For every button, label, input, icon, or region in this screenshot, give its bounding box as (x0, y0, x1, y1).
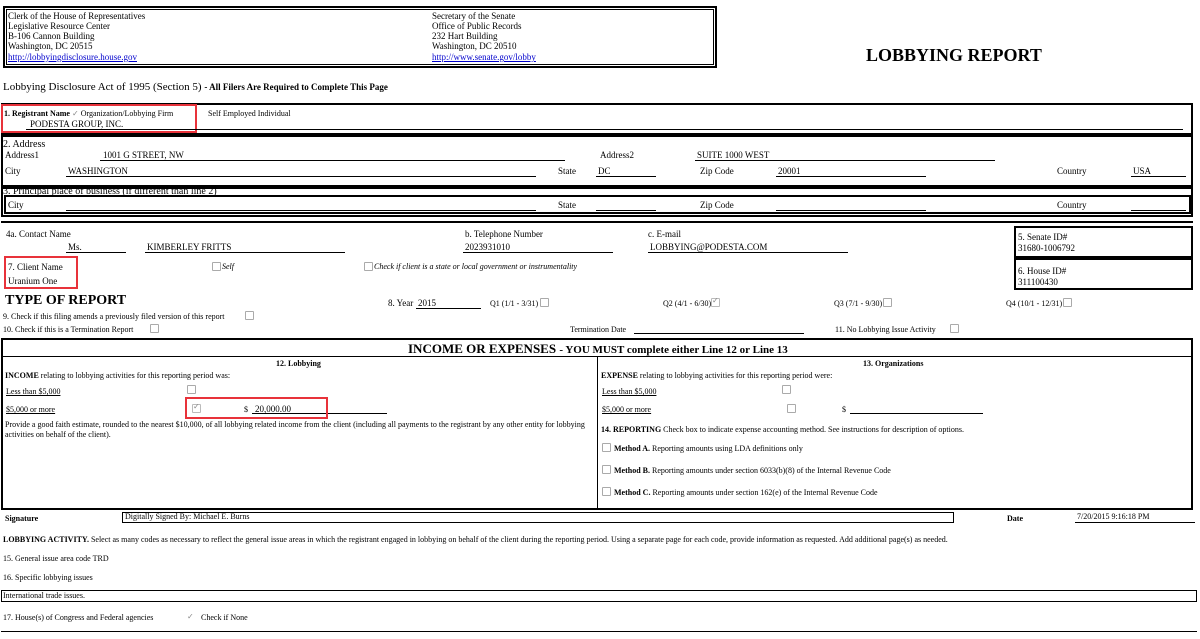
income-intro-text: relating to lobbying activities for this reporting period was: (40, 371, 231, 380)
senate-id-label: 5. Senate ID# (1018, 232, 1068, 242)
q1-checkbox[interactable] (540, 298, 549, 307)
clerk-line1: Clerk of the House of Representatives (8, 11, 146, 21)
specific-issues-field (1, 590, 1197, 602)
income-amount-highlight (185, 397, 328, 419)
zip-value: 20001 (778, 166, 801, 176)
clerk-line2: Legislative Resource Center (8, 21, 110, 31)
expense-dollar: $ (842, 405, 846, 414)
email-value: LOBBYING@PODESTA.COM (650, 242, 768, 252)
method-a-line (614, 444, 803, 453)
state-gov-checkbox[interactable] (364, 262, 373, 271)
email-label: c. E-mail (648, 229, 681, 239)
q3-checkbox[interactable] (883, 298, 892, 307)
zip-label: Zip Code (700, 166, 734, 176)
senate-url-link[interactable]: http://www.senate.gov/lobby (432, 52, 536, 62)
address1-value: 1001 G STREET, NW (103, 150, 184, 160)
income-expenses-title: INCOME OR EXPENSES (408, 341, 557, 356)
org-checkmark-icon: ✓ (71, 109, 79, 118)
contact-name-line (145, 252, 345, 253)
signature-value: Digitally Signed By: Michael E. Burns (125, 512, 250, 521)
reporting-line (601, 425, 964, 434)
city-label: City (5, 166, 21, 176)
q2-checkbox[interactable] (711, 298, 720, 307)
income-less-checkbox[interactable] (187, 385, 196, 394)
bottom-rule (1, 631, 1197, 632)
house-id-value: 311100430 (1018, 277, 1058, 287)
registrant-name-line (26, 129, 1183, 130)
principal-state-label: State (558, 200, 576, 210)
self-employed-label: Self Employed Individual (208, 109, 291, 118)
phone-line (463, 252, 613, 253)
client-self-checkbox[interactable] (212, 262, 221, 271)
income-intro-bold: INCOME (5, 371, 39, 380)
address1-line (100, 160, 565, 161)
q1-label: Q1 (1/1 - 3/31) (490, 299, 539, 308)
phone-label: b. Telephone Number (465, 229, 543, 239)
senate-line3: 232 Hart Building (432, 31, 498, 41)
country-label: Country (1057, 166, 1087, 176)
expense-more-label: $5,000 or more (602, 405, 652, 414)
senate-line1: Secretary of the Senate (432, 11, 516, 21)
income-column-divider (597, 356, 598, 508)
expense-intro-bold: EXPENSE (601, 371, 638, 380)
act-note: - All Filers Are Required to Complete This Page (204, 82, 388, 92)
termination-date-label: Termination Date (570, 325, 627, 334)
address-box (1, 135, 1193, 187)
specific-issues-value: International trade issues. (3, 591, 85, 600)
address2-value: SUITE 1000 WEST (697, 150, 770, 160)
state-gov-label: Check if client is a state or local government or instrumentality (374, 262, 578, 271)
type-of-report-title: TYPE OF REPORT (5, 293, 127, 308)
income-less-label: Less than $5,000 (6, 387, 61, 396)
method-b-bold: Method B. (614, 466, 650, 475)
address2-label: Address2 (600, 150, 634, 160)
no-activity-checkbox[interactable] (950, 324, 959, 333)
specific-issues-label: 16. Specific lobbying issues (3, 573, 93, 582)
principal-label: 3. Principal place of business (if different than line 2) (3, 186, 217, 197)
expense-less-checkbox[interactable] (782, 385, 791, 394)
country-value: USA (1133, 166, 1152, 176)
city-value: WASHINGTON (68, 166, 128, 176)
q4-label: Q4 (10/1 - 12/31) (1006, 299, 1063, 308)
state-label: State (558, 166, 576, 176)
state-value: DC (598, 166, 611, 176)
income-expenses-heading (408, 341, 788, 357)
check-none-mark-icon: ✓ (187, 612, 194, 621)
method-b-checkbox[interactable] (602, 465, 611, 474)
q4-checkbox[interactable] (1063, 298, 1072, 307)
principal-country-label: Country (1057, 200, 1087, 210)
contact-top-rule (1, 221, 1193, 223)
year-label: 8. Year (388, 298, 414, 308)
method-c-line (614, 488, 878, 497)
reporting-text: Check box to indicate expense accounting method. See instructions for description of options. (663, 425, 964, 434)
senate-line2: Office of Public Records (432, 21, 522, 31)
email-line (648, 252, 848, 253)
act-title: Lobbying Disclosure Act of 1995 (Section 5) (3, 81, 202, 93)
principal-zip-line (776, 210, 926, 211)
city-line (66, 176, 536, 177)
house-id-label: 6. House ID# (1018, 266, 1067, 276)
address2-line (695, 160, 995, 161)
registrant-name: PODESTA GROUP, INC. (30, 119, 124, 129)
zip-line (776, 176, 926, 177)
reporting-bold: 14. REPORTING (601, 425, 662, 434)
signature-label: Signature (5, 514, 39, 523)
principal-city-line (66, 210, 536, 211)
method-b-text: Reporting amounts under section 6033(b)(8) of the Internal Revenue Code (652, 466, 891, 475)
check-none-label: Check if None (201, 613, 248, 622)
org-option-label: Organization/Lobbying Firm (80, 109, 174, 118)
method-b-line (614, 466, 891, 475)
method-a-bold: Method A. (614, 444, 650, 453)
contact-prefix-line (66, 252, 126, 253)
report-title: LOBBYING REPORT (866, 45, 1042, 65)
client-name: Uranium One (8, 276, 58, 286)
termination-checkbox[interactable] (150, 324, 159, 333)
amend-checkbox[interactable] (245, 311, 254, 320)
principal-zip-label: Zip Code (700, 200, 734, 210)
agencies-label: 17. House(s) of Congress and Federal agencies (3, 613, 154, 622)
method-c-text: Reporting amounts under section 162(e) of the Internal Revenue Code (652, 488, 878, 497)
address1-label: Address1 (5, 150, 39, 160)
registrant-label: 1. Registrant Name (4, 109, 70, 118)
activity-heading (3, 535, 948, 544)
activity-heading-text: Select as many codes as necessary to reflect the general issue areas in which the registrant engaged in lobbying on behalf of the client during the reporting period. Using a separate page for each code, provide information as requested. Add additional page(s) as needed. (90, 535, 948, 544)
q3-label: Q3 (7/1 - 9/30) (834, 299, 883, 308)
clerk-line3: B-106 Cannon Building (8, 31, 95, 41)
address-label: 2. Address (3, 139, 46, 150)
contact-name-value: KIMBERLEY FRITTS (147, 242, 232, 252)
registrant-row (4, 109, 173, 118)
clerk-url-link[interactable]: http://lobbyingdisclosure.house.gov (8, 52, 137, 62)
senate-line4: Washington, DC 20510 (432, 41, 517, 51)
principal-state-line (596, 210, 656, 211)
income-intro (5, 371, 230, 380)
activity-heading-bold: LOBBYING ACTIVITY. (3, 535, 89, 544)
senate-id-box (1014, 226, 1193, 258)
year-line (416, 308, 481, 309)
clerk-line4: Washington, DC 20515 (8, 41, 93, 51)
expense-more-checkbox[interactable] (787, 404, 796, 413)
principal-inner-box (4, 195, 1191, 214)
principal-country-line (1131, 210, 1186, 211)
income-dollar: $ (244, 405, 248, 414)
method-a-checkbox[interactable] (602, 443, 611, 452)
issue-code-label: 15. General issue area code TRD (3, 554, 109, 563)
phone-value: 2023931010 (465, 242, 510, 252)
income-amount: 20,000.00 (255, 404, 291, 414)
expense-intro (601, 371, 832, 380)
termination-label: 10. Check if this is a Termination Report (3, 325, 134, 334)
contact-prefix: Ms. (68, 242, 82, 252)
method-c-checkbox[interactable] (602, 487, 611, 496)
expense-amount-line (850, 413, 983, 414)
estimate-note: Provide a good faith estimate, rounded to the nearest $10,000, of all lobbying related income from the client (including all payments to the registrant by any other entity for lobbying activities on behalf of the client). (5, 420, 585, 439)
contact-name-label: 4a. Contact Name (6, 229, 71, 239)
senate-id-value: 31680-1006792 (1018, 243, 1075, 253)
date-value: 7/20/2015 9:16:18 PM (1077, 512, 1150, 521)
income-expenses-subtitle: - YOU MUST complete either Line 12 or Line 13 (559, 344, 788, 356)
income-more-label: $5,000 or more (6, 405, 56, 414)
client-self-label: Self (222, 262, 234, 271)
act-line (3, 81, 388, 93)
country-line (1131, 176, 1186, 177)
date-line (1075, 522, 1195, 523)
termination-date-line (634, 333, 804, 334)
principal-city-label: City (8, 200, 24, 210)
amend-label: 9. Check if this filing amends a previously filed version of this report (3, 312, 225, 321)
lobbying-title: 12. Lobbying (276, 359, 321, 368)
state-line (596, 176, 656, 177)
q2-label: Q2 (4/1 - 6/30) (663, 299, 712, 308)
expense-less-label: Less than $5,000 (602, 387, 657, 396)
org-title: 13. Organizations (863, 359, 924, 368)
method-a-text: Reporting amounts using LDA definitions only (652, 444, 803, 453)
date-label: Date (1007, 514, 1023, 523)
expense-intro-text: relating to lobbying activities for this reporting period were: (639, 371, 833, 380)
year-value: 2015 (418, 298, 436, 308)
client-label: 7. Client Name (8, 262, 63, 272)
method-c-bold: Method C. (614, 488, 651, 497)
no-activity-label: 11. No Lobbying Issue Activity (835, 325, 936, 334)
